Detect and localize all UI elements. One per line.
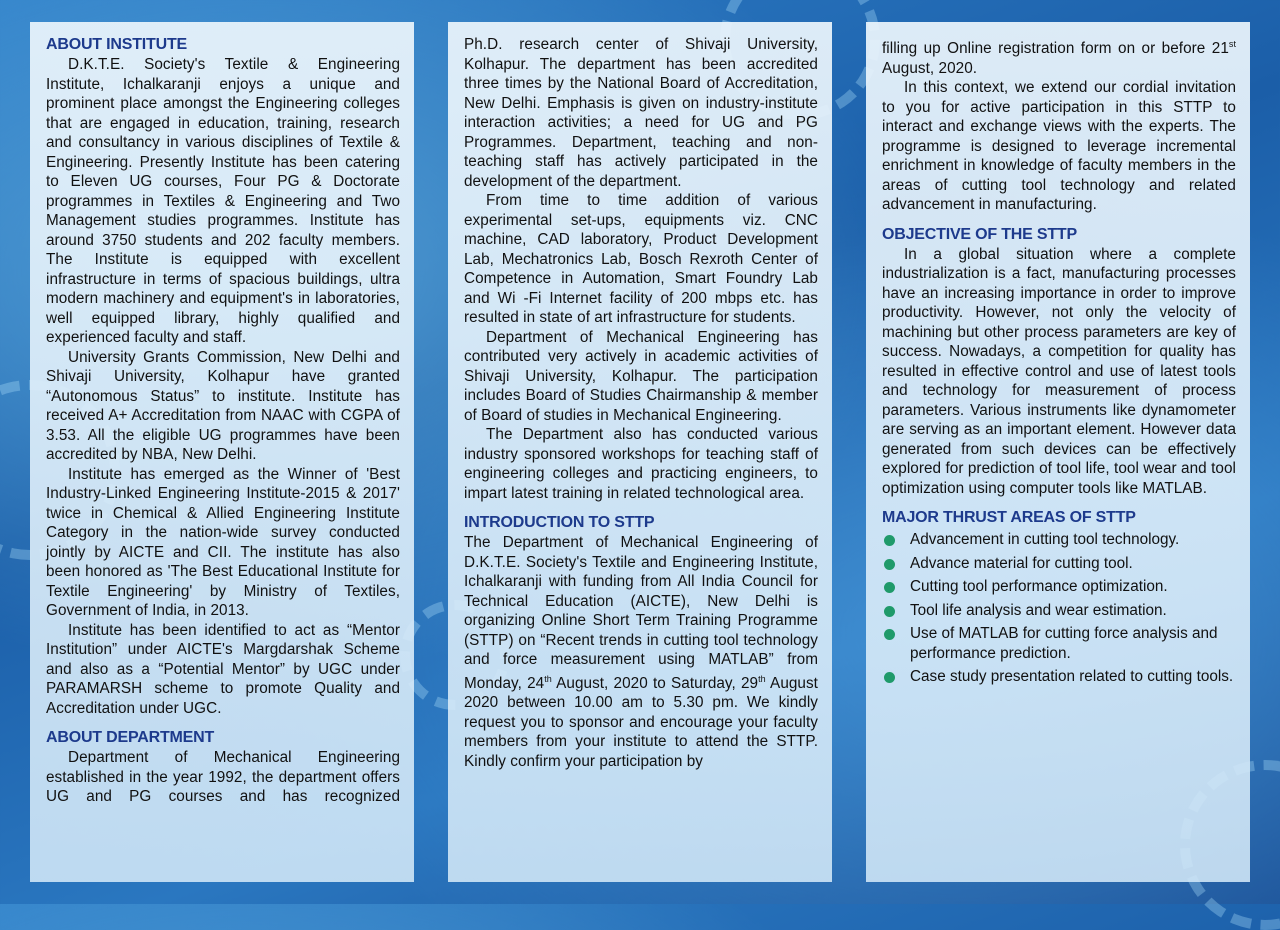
objective-heading: OBJECTIVE OF THE STTP [882,225,1077,243]
list-item-text: Use of MATLAB for cutting force analysis and performance prediction. [910,625,1218,662]
ordinal-suffix: st [1228,39,1236,49]
list-item [882,601,1236,621]
about-institute-paragraph: Institute has emerged as the Winner of 'Best Industry-Linked Engineering Institute-2015 & 2017' twice in Chemical & Allied Engineering Institute Category in the nation-wide survey conducted jointly by AICTE and CII. The institute has also been honored as 'The Best Educational Institute for Textile Engineering' by Ministry of Textiles, Government of India, in 2013. [46,465,400,619]
objective-paragraph: In a global situation where a complete industrialization is a fact, manufacturing processes have an increasing importance in order to improve productivity. However, not only the velocity of machining but other process parameters are key of success. Nowadays, a competition for quality has resulted in effective control and use of latest tools and technology for measurement of process parameters. Various instruments like dynamometer are serving as an important element. However data generated from such devices can be effectively explored for prediction of tool life, tool wear and tool optimization using computer tools like MATLAB. [882,245,1236,497]
brochure-column-left [30,22,414,882]
list-item-text: Tool life analysis and wear estimation. [910,601,1167,619]
introduction-text: The Department of Mechanical Engineering of D.K.T.E. Society's Textile and Engineering Institute, Ichalkaranji with funding from All India Council for Technical Education (AICTE), New Delhi is organizing Online Short Term Training Programme (STTP) on “Recent trends in cutting tool technology and force measurement using MATLAB” from Monday, 24 [464,534,818,692]
about-department-paragraph: Department of Mechanical Engineering established in the year 1992, the department offers UG and PG courses and has recognized [46,749,400,805]
introduction-invitation-paragraph: In this context, we extend our cordial invitation to you for active participation in this STTP to interact and exchange views with the experts. The programme is designed to leverage incremental enrichment in knowledge of faculty members in the areas of cutting tool technology and related advancement in manufacturing. [882,79,1236,214]
bullet-icon [884,559,895,570]
list-item [882,554,1236,574]
list-item [882,624,1236,663]
list-item-text: Advance material for cutting tool. [910,554,1133,572]
ordinal-suffix: th [544,673,552,684]
introduction-text: August, 2020 to Saturday, 29 [551,674,759,692]
ordinal-suffix: th [758,673,766,684]
list-item-text: Cutting tool performance optimization. [910,578,1168,596]
introduction-heading: INTRODUCTION TO STTP [464,514,655,531]
list-item [882,530,1236,550]
about-institute-paragraph: Institute has been identified to act as “Mentor Institution” under AICTE's Margdarshak Scheme and also as a “Potential Mentor” by UGC under PARAMARSH scheme to promote Quality and Accreditation under UGC. [46,621,400,717]
list-item-text: Case study presentation related to cutting tools. [910,668,1234,686]
introduction-paragraph [464,533,818,771]
bullet-icon [884,629,895,640]
about-department-heading: ABOUT DEPARTMENT [46,729,215,746]
brochure-column-right [866,22,1250,882]
thrust-areas-heading: MAJOR THRUST AREAS OF STTP [882,509,1136,527]
bullet-icon [884,582,895,593]
introduction-text: August, 2020. [882,59,978,77]
list-item-text: Advancement in cutting tool technology. [910,531,1180,549]
bullet-icon [884,606,895,617]
bullet-icon [884,672,895,683]
bullet-icon [884,535,895,546]
about-department-paragraph-continued: Ph.D. research center of Shivaji University, Kolhapur. The department has been accredited three times by the National Board of Accreditation, New Delhi. Emphasis is given on industry-institute interaction activities; a need for UG and PG Programmes. Department, teaching and non-teaching staff has actively participated in the development of the department. [464,36,818,190]
about-department-paragraph: From time to time addition of various experimental set-ups, equipments viz. CNC machine, CAD laboratory, Product Development Lab, Mechatronics Lab, Bosch Rexroth Center of Competence in Automation, Smart Foundry Lab and Wi -Fi Internet facility of 200 mbps etc. has resulted in state of art infrastructure for students. [464,192,818,326]
list-item [882,577,1236,597]
about-institute-heading: ABOUT INSTITUTE [46,36,187,53]
about-department-paragraph: The Department also has conducted various industry sponsored workshops for teaching staff of engineering colleges and practicing engineers, to impart latest training in related technological area. [464,426,818,502]
about-department-paragraph: Department of Mechanical Engineering has contributed very actively in academic activities of Shivaji University, Kolhapur. The participation includes Board of Studies Chairmanship & member of Board of studies in Mechanical Engineering. [464,328,818,424]
list-item [882,667,1236,687]
introduction-text: filling up Online registration form on or before 21 [882,40,1229,58]
introduction-text: August 2020 between 10.00 am to 5.30 pm. We kindly request you to sponsor and encourage your faculty members from your institute to attend the STTP. Kindly confirm your participation by [464,674,818,770]
about-institute-paragraph: University Grants Commission, New Delhi and Shivaji University, Kolhapur have granted “Autonomous Status” to institute. Institute has received A+ Accreditation from NAAC with CGPA of 3.53. All the eligible UG programmes have been accredited by NBA, New Delhi. [46,348,400,463]
thrust-areas-list [882,530,1236,687]
about-institute-paragraph: D.K.T.E. Society's Textile & Engineering Institute, Ichalkaranji enjoys a unique and prominent place amongst the Engineering colleges that are engaged in education, training, research and consultancy in various disciplines of Textile & Engineering. Presently Institute has been catering to Eleven UG courses, Four PG & Doctorate programmes in Textiles & Engineering and Two Management studies programmes. Institute has around 3750 students and 202 faculty members. The Institute is equipped with excellent infrastructure in terms of spacious buildings, ultra modern machinery and equipment's in laboratories, well equipped library, highly qualified and experienced faculty and staff. [46,56,400,346]
brochure-column-middle [448,22,832,882]
introduction-paragraph-continued [882,35,1236,78]
